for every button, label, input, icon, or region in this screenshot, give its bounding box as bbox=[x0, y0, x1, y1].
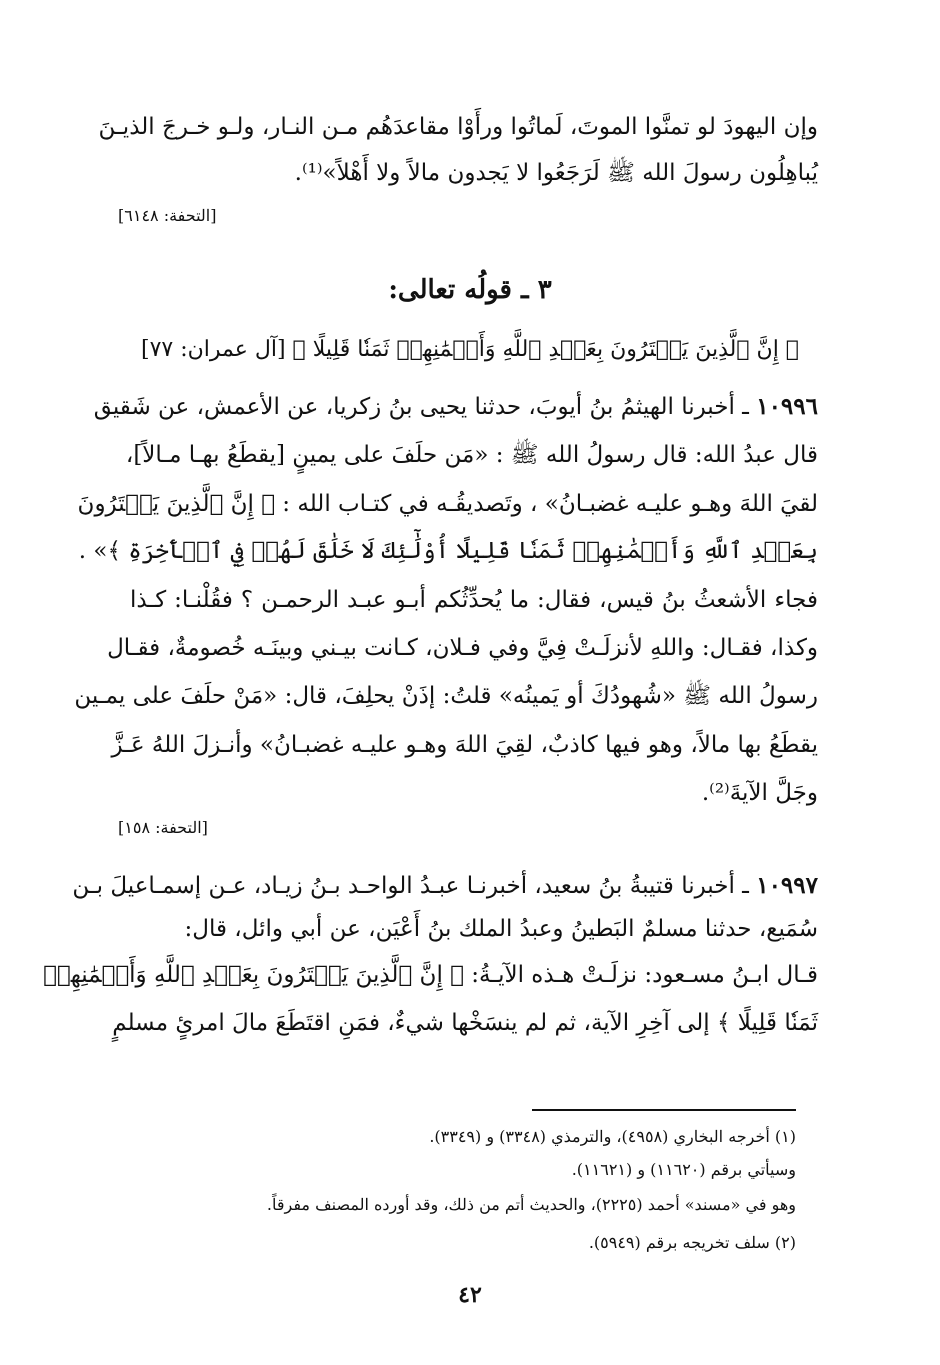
body-line: يقطَعُ بها مالاً، وهو فيها كاذبٌ، لقِيَ اللهَ وهـو عليـه غضبـانُ» وأنـزلَ اللهُ عَـزَّ bbox=[111, 732, 818, 758]
body-line: سُمَيع، حدثنا مسلمٌ البَطينُ وعبدُ الملك بنُ أَعْيَن، عن أبي وائل، قال: bbox=[184, 916, 818, 942]
body-line: وكذا، فقـال: واللهِ لأنزلَـتْ فِيَّ وفي فـلان، كـانت بيـني وبينَـه خُصومةٌ، فقـال bbox=[107, 635, 818, 661]
footnote-line: وسيأتي برقم (١١٦٢٠) و (١١٦٢١). bbox=[571, 1160, 796, 1179]
body-line: رسولُ الله ﷺ «شُهودُكَ أو يَمينُه» قلتُ: إذَنْ يحلِفَ، قال: «مَنْ حلَفَ على يمـين bbox=[74, 683, 818, 709]
body-line: قال عبدُ الله: قال رسولُ الله ﷺ : «مَن حلَفَ على يمينٍ [يقطَعُ بهـا مـالاً]، bbox=[125, 442, 818, 468]
hadith-number: ١٠٩٩٦ bbox=[756, 393, 818, 420]
hadith-first-line bbox=[72, 863, 818, 909]
body-line: قـال ابـنُ مسـعود: نزلَـتْ هـذه الآيـةُ: ﴿ إِنَّ ٱلَّذِينَ يَشۡتَرُونَ بِعَهۡدِ ٱللَّهِ وَأَيۡمَٰنِهِمۡ bbox=[43, 962, 818, 988]
hadith-text: ـ أخبرنا قتيبةُ بنُ سعيد، أخبرنـا عبـدُ الواحـد بـنُ زيـاد، عـن إسمـاعيلَ بـن bbox=[72, 873, 757, 899]
footnote-line: وهو في «مسند» أحمد (٢٢٢٥)، والحديث أتم من ذلك، وقد أورده المصنف مفرقاً. bbox=[266, 1195, 796, 1214]
footnote-line: (١) أخرجه البخاري (٤٩٥٨)، والترمذي (٣٣٤٨) و (٣٣٤٩). bbox=[429, 1127, 796, 1146]
footnote-separator bbox=[532, 1109, 796, 1111]
footnote-line: (٢) سلف تخريجه برقم (٥٩٤٩). bbox=[588, 1233, 796, 1252]
body-line: فجاء الأشعثُ بنُ قيس، فقال: ما يُحدِّثُكم أبـو عبـد الرحمـن ؟ فقُلْنـا: كـذا bbox=[130, 587, 818, 613]
tuhfa-reference: [التحفة: ٦١٤٨] bbox=[118, 206, 217, 225]
body-line: وجَلَّ الآيةَ⁽²⁾. bbox=[701, 780, 818, 806]
page-number: ٤٢ bbox=[458, 1282, 482, 1308]
hadith-number: ١٠٩٩٧ bbox=[756, 872, 818, 899]
quran-verse-title: ﴿ إِنَّ ٱلَّذِينَ يَشۡتَرُونَ بِعَهۡدِ ٱللَّهِ وَأَيۡمَٰنِهِمۡ ثَمَنٗا قَلِيلًا ﴾ [آل عمران: ٧٧] bbox=[140, 337, 800, 362]
body-line: وإن اليهودَ لو تمنَّوا الموتَ، لَماتُوا ورأَوْا مقاعدَهُم مـن النـار، ولـو خـرجَ الذيـنَ bbox=[98, 114, 818, 140]
body-line: بِعَهۡدِ ٱللَّهِ وَأَيۡمَٰنِهِمۡ ثَمَنٗا قَلِيلًا أُوْلَٰٓئِكَ لَا خَلَٰقَ لَهُمۡ فِي ٱلۡأٓخِرَةِ ﴾» . bbox=[78, 538, 818, 564]
body-line: يُباهِلُون رسولَ الله ﷺ لَرَجَعُوا لا يَجدون مالاً ولا أَهْلاً»⁽¹⁾. bbox=[294, 160, 818, 186]
hadith-first-line bbox=[93, 384, 818, 430]
hadith-text: ـ أخبرنا الهيثمُ بنُ أيوبَ، حدثنا يحيى بنُ زكريا، عن الأعمش، عن شَقيق bbox=[93, 394, 757, 420]
section-heading: ٣ ـ قولُه تعالى: bbox=[388, 275, 552, 305]
tuhfa-reference: [التحفة: ١٥٨] bbox=[118, 818, 208, 837]
body-line: لقيَ اللهَ وهـو عليـه غضبـانُ» ، وتَصديقُـه في كتـاب الله : ﴿ إِنَّ ٱلَّذِينَ يَشۡتَرُونَ bbox=[77, 491, 818, 517]
body-line: ثَمَنٗا قَلِيلًا ﴾ إلى آخِرِ الآية، ثم لم ينسَخْها شيءٌ، فمَنِ اقتَطَعَ مالَ امرئٍ مسلمٍ bbox=[112, 1010, 818, 1036]
